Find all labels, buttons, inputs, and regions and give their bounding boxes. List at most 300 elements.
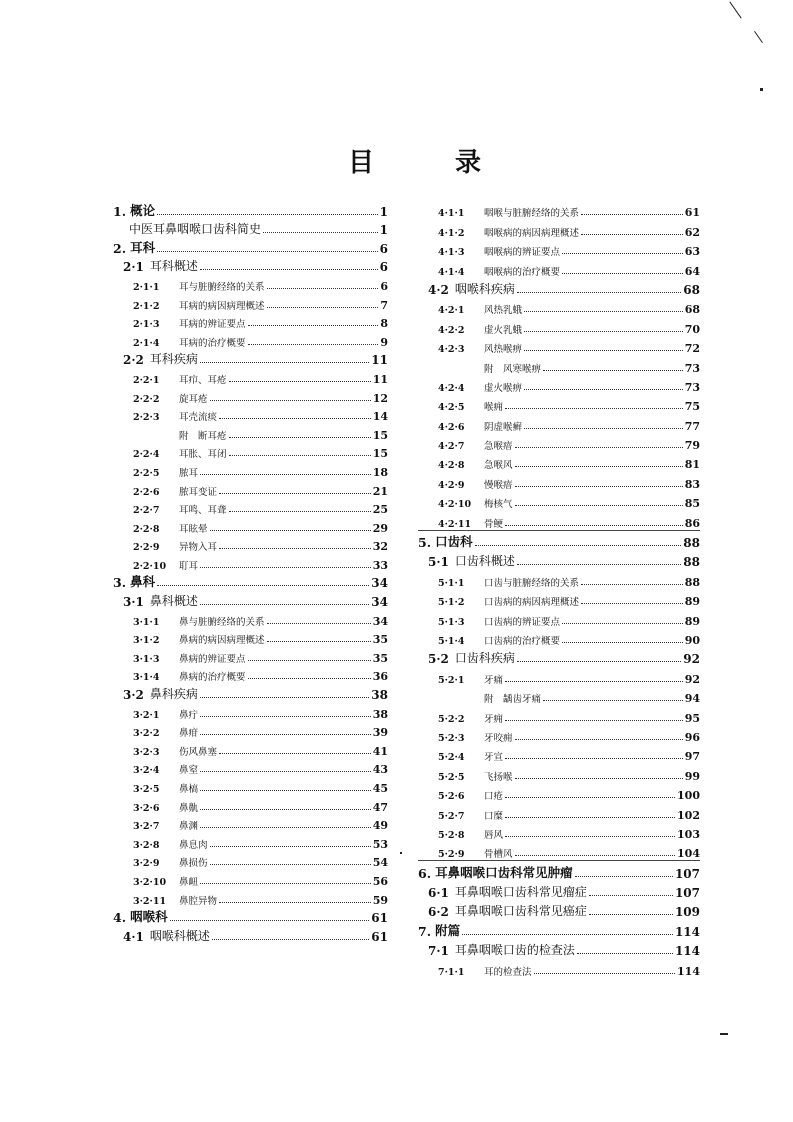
toc-entry-number: 5·2·6 [438,791,465,803]
toc-entry-number: 5·2·9 [438,849,465,861]
toc-entry-number: 4·2·1 [438,305,465,317]
toc-entry [113,702,388,721]
dot-leader [524,428,683,429]
toc-entry-number: 4·2·3 [438,344,465,356]
toc-entry-title: 急喉瘖 [484,441,513,453]
toc-entry-page: 73 [684,361,700,375]
toc-entry-page: 39 [372,726,388,740]
toc-entry-title: 鼻科疾病 [149,687,198,702]
toc-entry-title: 耳胀、耳闭 [179,449,227,461]
toc-entry-page: 6 [379,260,388,275]
toc-entry [113,758,388,777]
toc-entry [113,665,388,684]
toc-entry-title: 耳的检查法 [484,966,532,978]
dot-leader [210,400,371,401]
toc-entry-number: 5·2·5 [438,771,465,783]
toc-entry-number: 4·2·2 [438,324,465,336]
toc-entry-page: 114 [674,924,700,939]
toc-entry-page: 114 [674,944,700,959]
dot-leader [248,325,379,326]
toc-entry-title: 耳鸣、耳聋 [179,505,227,517]
toc-entry-number: 3·1·3 [133,653,160,665]
toc-entry-title: 鼻病的病因病理概述 [179,635,265,647]
toc-entry-title: 唇风 [484,829,504,841]
toc-entry [418,531,700,550]
toc-entry-title: 鼻息肉 [179,839,208,851]
toc-entry [418,413,700,432]
dot-leader [200,827,371,828]
toc-entry [113,590,388,609]
toc-entry-title: 鼻与脏腑经络的关系 [179,616,265,628]
toc-entry-title: 耳病的病因病理概述 [179,300,265,312]
dot-leader [462,934,673,935]
toc-entry-title: 耳鼻咽喉口齿科常见瘤症 [454,885,587,900]
dot-leader [219,418,371,419]
toc-entry-number: 2·2·3 [133,412,160,424]
dot-leader [505,720,683,721]
toc-entry-number: 4. [113,910,127,926]
toc-entry-title: 耳与脏腑经络的关系 [179,281,265,293]
toc-entry-title: 咽喉与脏腑经络的关系 [484,208,580,220]
toc-entry-number: 4·2·9 [438,479,465,491]
toc-entry [418,881,700,900]
dot-leader [200,809,371,810]
toc-entry-page: 36 [372,670,388,684]
dot-leader [517,661,681,662]
dot-leader [515,778,683,779]
dot-leader [200,716,371,717]
toc-entry [113,516,388,535]
toc-entry-page: 94 [684,692,700,706]
toc-entry-title: 耵耳 [179,560,199,572]
toc-entry-page: 114 [677,964,700,978]
dot-leader [200,604,369,605]
toc-entry [418,394,700,413]
toc-entry-number: 4·2 [428,282,449,297]
toc-entry-title: 咽喉病的治疗概要 [484,266,561,278]
toc-entry [113,888,388,907]
toc-entry [418,491,700,510]
toc-entry-title: 耳疖、耳疮 [179,374,227,386]
toc-entry-page: 68 [683,282,700,297]
toc-entry [113,851,388,870]
dot-leader [248,660,371,661]
toc-entry-title: 咽喉科概述 [149,928,210,943]
toc-entry-page: 104 [677,847,700,861]
toc-entry [418,297,700,316]
toc-entry-number: 2·1·1 [133,281,160,293]
toc-entry-page: 68 [684,303,700,317]
toc-entry-page: 15 [372,447,388,461]
dot-leader [157,585,369,586]
toc-entry-page: 64 [684,264,700,278]
toc-entry [418,433,700,452]
toc-entry-number: 3·2·10 [133,876,167,888]
toc-entry-number: 4·2·6 [438,421,465,433]
dot-leader [229,511,371,512]
page-title: 目 录 [347,148,518,178]
toc-entry [418,783,700,802]
toc-entry-number: 5·2·4 [438,752,465,764]
toc-entry [113,423,388,442]
toc-entry-number: 3·2·5 [133,784,160,795]
toc-entry-title: 鼻鼽 [179,802,199,814]
dot-leader [267,641,371,642]
toc-entry-number: 3·1·1 [133,616,160,628]
toc-entry [418,608,700,627]
toc-entry-number: 4·2·7 [438,441,465,453]
toc-entry-title: 风热乳蛾 [484,305,523,317]
dot-leader [200,883,371,884]
scan-speck [400,852,402,854]
toc-entry-page: 83 [684,477,700,491]
toc-entry-title: 概论 [130,202,156,218]
dot-leader [229,381,371,382]
toc-entry-page: 12 [372,391,388,405]
dot-leader [200,567,371,568]
toc-entry [418,822,700,841]
toc-entry-title: 鼻衄 [179,876,199,888]
dot-leader [505,525,683,526]
toc-entry-number: 4·2·11 [438,518,472,530]
dot-leader [219,902,371,903]
toc-entry-title: 口齿与脏腑经络的关系 [484,577,580,589]
toc-entry-page: 38 [371,688,388,703]
toc-entry [113,367,388,386]
toc-entry-title: 飞扬喉 [484,771,513,783]
toc-entry [113,237,388,256]
toc-entry-title: 鼻科概述 [149,594,198,609]
toc-entry-number: 2·2·6 [133,486,160,498]
toc-right-column [418,200,700,978]
toc-entry-page: 89 [684,595,700,609]
toc-entry-title: 牙宣 [484,752,504,764]
dot-leader [589,914,673,915]
dot-leader [210,864,371,865]
dot-leader [267,288,379,289]
toc-entry-page: 1 [379,204,388,219]
dot-leader [524,331,683,332]
dot-leader [475,545,682,546]
toc-entry-number: 6·1 [428,886,449,901]
toc-entry [113,907,388,926]
toc-entry-page: 88 [683,536,700,551]
toc-entry-number: 4·1·2 [438,227,465,239]
toc-entry [113,795,388,814]
toc-entry-page: 89 [684,614,700,628]
toc-entry-page: 88 [683,555,700,570]
toc-entry [113,349,388,368]
toc-entry-number: 4·1·3 [438,247,465,259]
toc-entry-title: 口齿科 [435,534,473,550]
dot-leader [505,797,675,798]
toc-entry-title: 口齿科概述 [454,554,515,569]
toc-entry [418,841,700,861]
toc-entry [418,686,700,705]
dot-leader [219,548,371,549]
toc-entry-title: 附 风寒喉痹 [484,363,542,375]
toc-entry-page: 14 [372,410,388,424]
toc-entry [418,239,700,258]
toc-left-column [113,200,388,944]
toc-entry-title: 鼻损伤 [179,858,208,870]
dot-leader [200,269,378,270]
dot-leader [505,681,683,682]
toc-entry-number: 5·2 [428,652,449,667]
toc-entry-page: 21 [372,484,388,498]
toc-entry [418,471,700,490]
toc-entry-number: 5·1·3 [438,616,465,628]
dot-leader [505,836,675,837]
toc-entry-number: 2·2·8 [133,523,160,535]
toc-entry-title: 口糜 [484,810,504,822]
toc-entry-title: 骨槽风 [484,849,513,861]
toc-entry-title: 鼻疔 [179,709,199,721]
toc-entry-title: 鼻渊 [179,821,199,833]
toc-entry [113,869,388,888]
toc-entry-page: 81 [684,458,700,472]
dot-leader [505,408,683,409]
dot-leader [524,389,683,390]
dot-leader [219,493,371,494]
toc-entry [113,721,388,740]
toc-entry [113,200,388,219]
toc-entry-title: 口齿病的病因病理概述 [484,597,580,609]
dot-leader [562,623,683,624]
toc-entry [113,832,388,851]
toc-entry-title: 咽喉科 [130,909,168,925]
toc-entry [113,628,388,647]
dot-leader [575,876,673,877]
toc-entry-page: 6 [379,241,388,256]
toc-entry-title: 耳科概述 [149,259,198,274]
dot-leader [200,362,369,363]
toc-entry [113,553,388,572]
toc-entry-title: 耳壳流痰 [179,412,218,424]
toc-entry-title: 耳眩晕 [179,523,208,535]
toc-entry [113,405,388,424]
scan-speck [720,1033,728,1035]
toc-entry-page: 8 [380,317,388,331]
toc-entry-number: 3·2·11 [133,895,167,907]
toc-entry-title: 骨鲠 [484,518,504,530]
toc-entry-page: 32 [372,540,388,554]
toc-entry-page: 56 [372,874,388,888]
toc-entry [418,278,700,297]
dot-leader [581,584,683,585]
toc-entry-number: 5·2·2 [438,713,465,725]
toc-entry [113,479,388,498]
toc-entry [418,647,700,666]
dot-leader [210,530,371,531]
toc-entry-title: 鼻科 [130,574,156,590]
toc-entry-page: 107 [674,886,700,901]
toc-entry-page: 1 [379,223,388,238]
toc-entry-page: 35 [372,633,388,647]
toc-entry-page: 15 [372,428,388,442]
toc-entry-page: 34 [372,614,388,628]
toc-entry-number: 2·2·10 [133,560,167,572]
toc-entry [418,666,700,685]
toc-entry-page: 61 [371,911,388,926]
toc-entry-page: 45 [372,782,388,795]
dot-leader [267,307,379,308]
toc-entry-number: 1. [113,203,127,219]
toc-entry-page: 9 [380,335,388,349]
dot-leader [515,466,683,467]
dot-leader [562,642,683,643]
toc-entry [418,200,700,219]
dot-leader [543,700,683,701]
toc-entry-title: 鼻疳 [179,728,199,740]
dot-leader [157,214,378,215]
toc-entry-number: 3·1 [123,595,144,610]
dot-leader [505,817,675,818]
toc-entry [113,274,388,293]
toc-entry [113,683,388,702]
toc-entry-number: 4·2·8 [438,460,465,472]
toc-entry-title: 耳鼻咽喉口齿科常见癌症 [454,904,587,919]
toc-entry-number: 5·2·3 [438,732,465,744]
toc-entry-number: 3·2·6 [133,802,160,814]
toc-entry-number: 2·2·5 [133,467,160,479]
toc-entry-page: 11 [372,372,388,386]
toc-entry [418,219,700,238]
toc-entry-page: 47 [372,800,388,814]
toc-entry-page: 41 [372,744,388,758]
toc-entry-title: 梅核气 [484,499,513,511]
toc-entry-title: 耳鼻咽喉口齿科常见肿瘤 [435,864,573,880]
toc-entry-page: 61 [371,929,388,944]
toc-entry [418,258,700,277]
toc-entry-number: 3·1·2 [133,635,160,647]
dot-leader [543,370,683,371]
toc-entry [418,744,700,763]
toc-entry-page: 11 [371,353,388,368]
toc-entry-title: 急喉风 [484,460,513,472]
toc-entry-page: 43 [372,763,388,777]
toc-entry-page: 62 [684,225,700,239]
toc-entry-number: 5·2·7 [438,810,465,822]
toc-entry-number: 3·2·9 [133,858,160,870]
toc-entry-page: 77 [684,419,700,433]
toc-entry-page: 97 [684,750,700,764]
toc-entry [418,510,700,530]
toc-entry-page: 25 [372,503,388,517]
toc-entry [418,628,700,647]
toc-entry-number: 4·2·10 [438,499,472,511]
toc-entry [418,336,700,355]
toc-entry [113,776,388,795]
dot-leader [505,758,683,759]
toc-entry-title: 鼻病的治疗概要 [179,672,246,684]
toc-entry [113,330,388,349]
toc-entry-page: 54 [372,856,388,870]
toc-entry-number: 3·2 [123,688,144,703]
toc-entry-number: 2·1·4 [133,337,160,349]
toc-entry-title: 牙痈 [484,713,504,725]
toc-entry-number: 5. [418,535,432,551]
toc-entry [113,646,388,665]
toc-entry-number: 3·2·4 [133,765,160,777]
dot-leader [562,253,683,254]
toc-entry-number: 7·1·1 [438,966,465,978]
dot-leader [263,232,378,233]
toc-entry-number: 5·2·8 [438,829,465,841]
toc-entry [113,535,388,554]
toc-entry [113,293,388,312]
toc-entry-page: 99 [684,769,700,783]
toc-entry-title: 伤风鼻塞 [179,746,218,758]
toc-entry [418,861,700,880]
dot-leader [577,953,673,954]
toc-entry [418,316,700,335]
toc-entry [418,725,700,744]
toc-entry [418,900,700,919]
toc-entry-title: 附 断耳疮 [179,430,227,442]
toc-entry [418,355,700,374]
dot-leader [581,234,683,235]
toc-entry-title: 咽喉病的病因病理概述 [484,227,580,239]
toc-entry-title: 耳鼻咽喉口齿的检查法 [454,943,575,958]
toc-entry-number: 3·2·8 [133,839,160,851]
toc-entry-number: 2·2·7 [133,505,160,517]
toc-entry [113,609,388,628]
toc-entry-number: 2·1·2 [133,300,160,312]
toc-entry-page: 49 [372,819,388,833]
toc-entry-number: 7. [418,923,432,939]
toc-entry-page: 18 [372,465,388,479]
toc-entry-page: 35 [372,651,388,665]
toc-entry [418,802,700,821]
toc-entry [113,386,388,405]
dot-leader [248,678,371,679]
toc-entry [113,312,388,331]
toc-entry-title: 口齿病的治疗概要 [484,635,561,647]
toc-entry-page: 33 [372,558,388,572]
dot-leader [524,311,683,312]
toc-entry-page: 86 [684,516,700,530]
toc-entry-number: 5·1·4 [438,635,465,647]
toc-entry-page: 109 [674,905,700,920]
scan-speck [729,2,741,19]
toc-entry-page: 92 [683,652,700,667]
dot-leader [200,771,371,772]
toc-entry-number: 5·1 [428,555,449,570]
dot-leader [562,273,683,274]
toc-entry-page: 88 [684,575,700,589]
toc-entry-number: 3·1·4 [133,672,160,684]
toc-entry-title: 慢喉瘖 [484,479,513,491]
toc-entry-number: 5·1·2 [438,597,465,609]
toc-entry-title: 旋耳疮 [179,393,208,405]
dot-leader [200,697,369,698]
toc-entry-title: 口疮 [484,791,504,803]
toc-entry-number: 7·1 [428,944,449,959]
toc-entry-title: 鼻窒 [179,765,199,777]
toc-entry-title: 虚火喉痹 [484,382,523,394]
dot-leader [200,474,371,475]
dot-leader [210,846,371,847]
dot-leader [170,920,370,921]
toc-entry-number: 6. [418,865,432,881]
toc-entry-title: 鼻槁 [179,784,199,795]
toc-entry-number: 2·2·1 [133,374,160,386]
toc-entry-title: 口齿科疾病 [454,651,515,666]
toc-entry [418,375,700,394]
toc-entry-number: 4·1·4 [438,266,465,278]
toc-entry-page: 95 [684,711,700,725]
